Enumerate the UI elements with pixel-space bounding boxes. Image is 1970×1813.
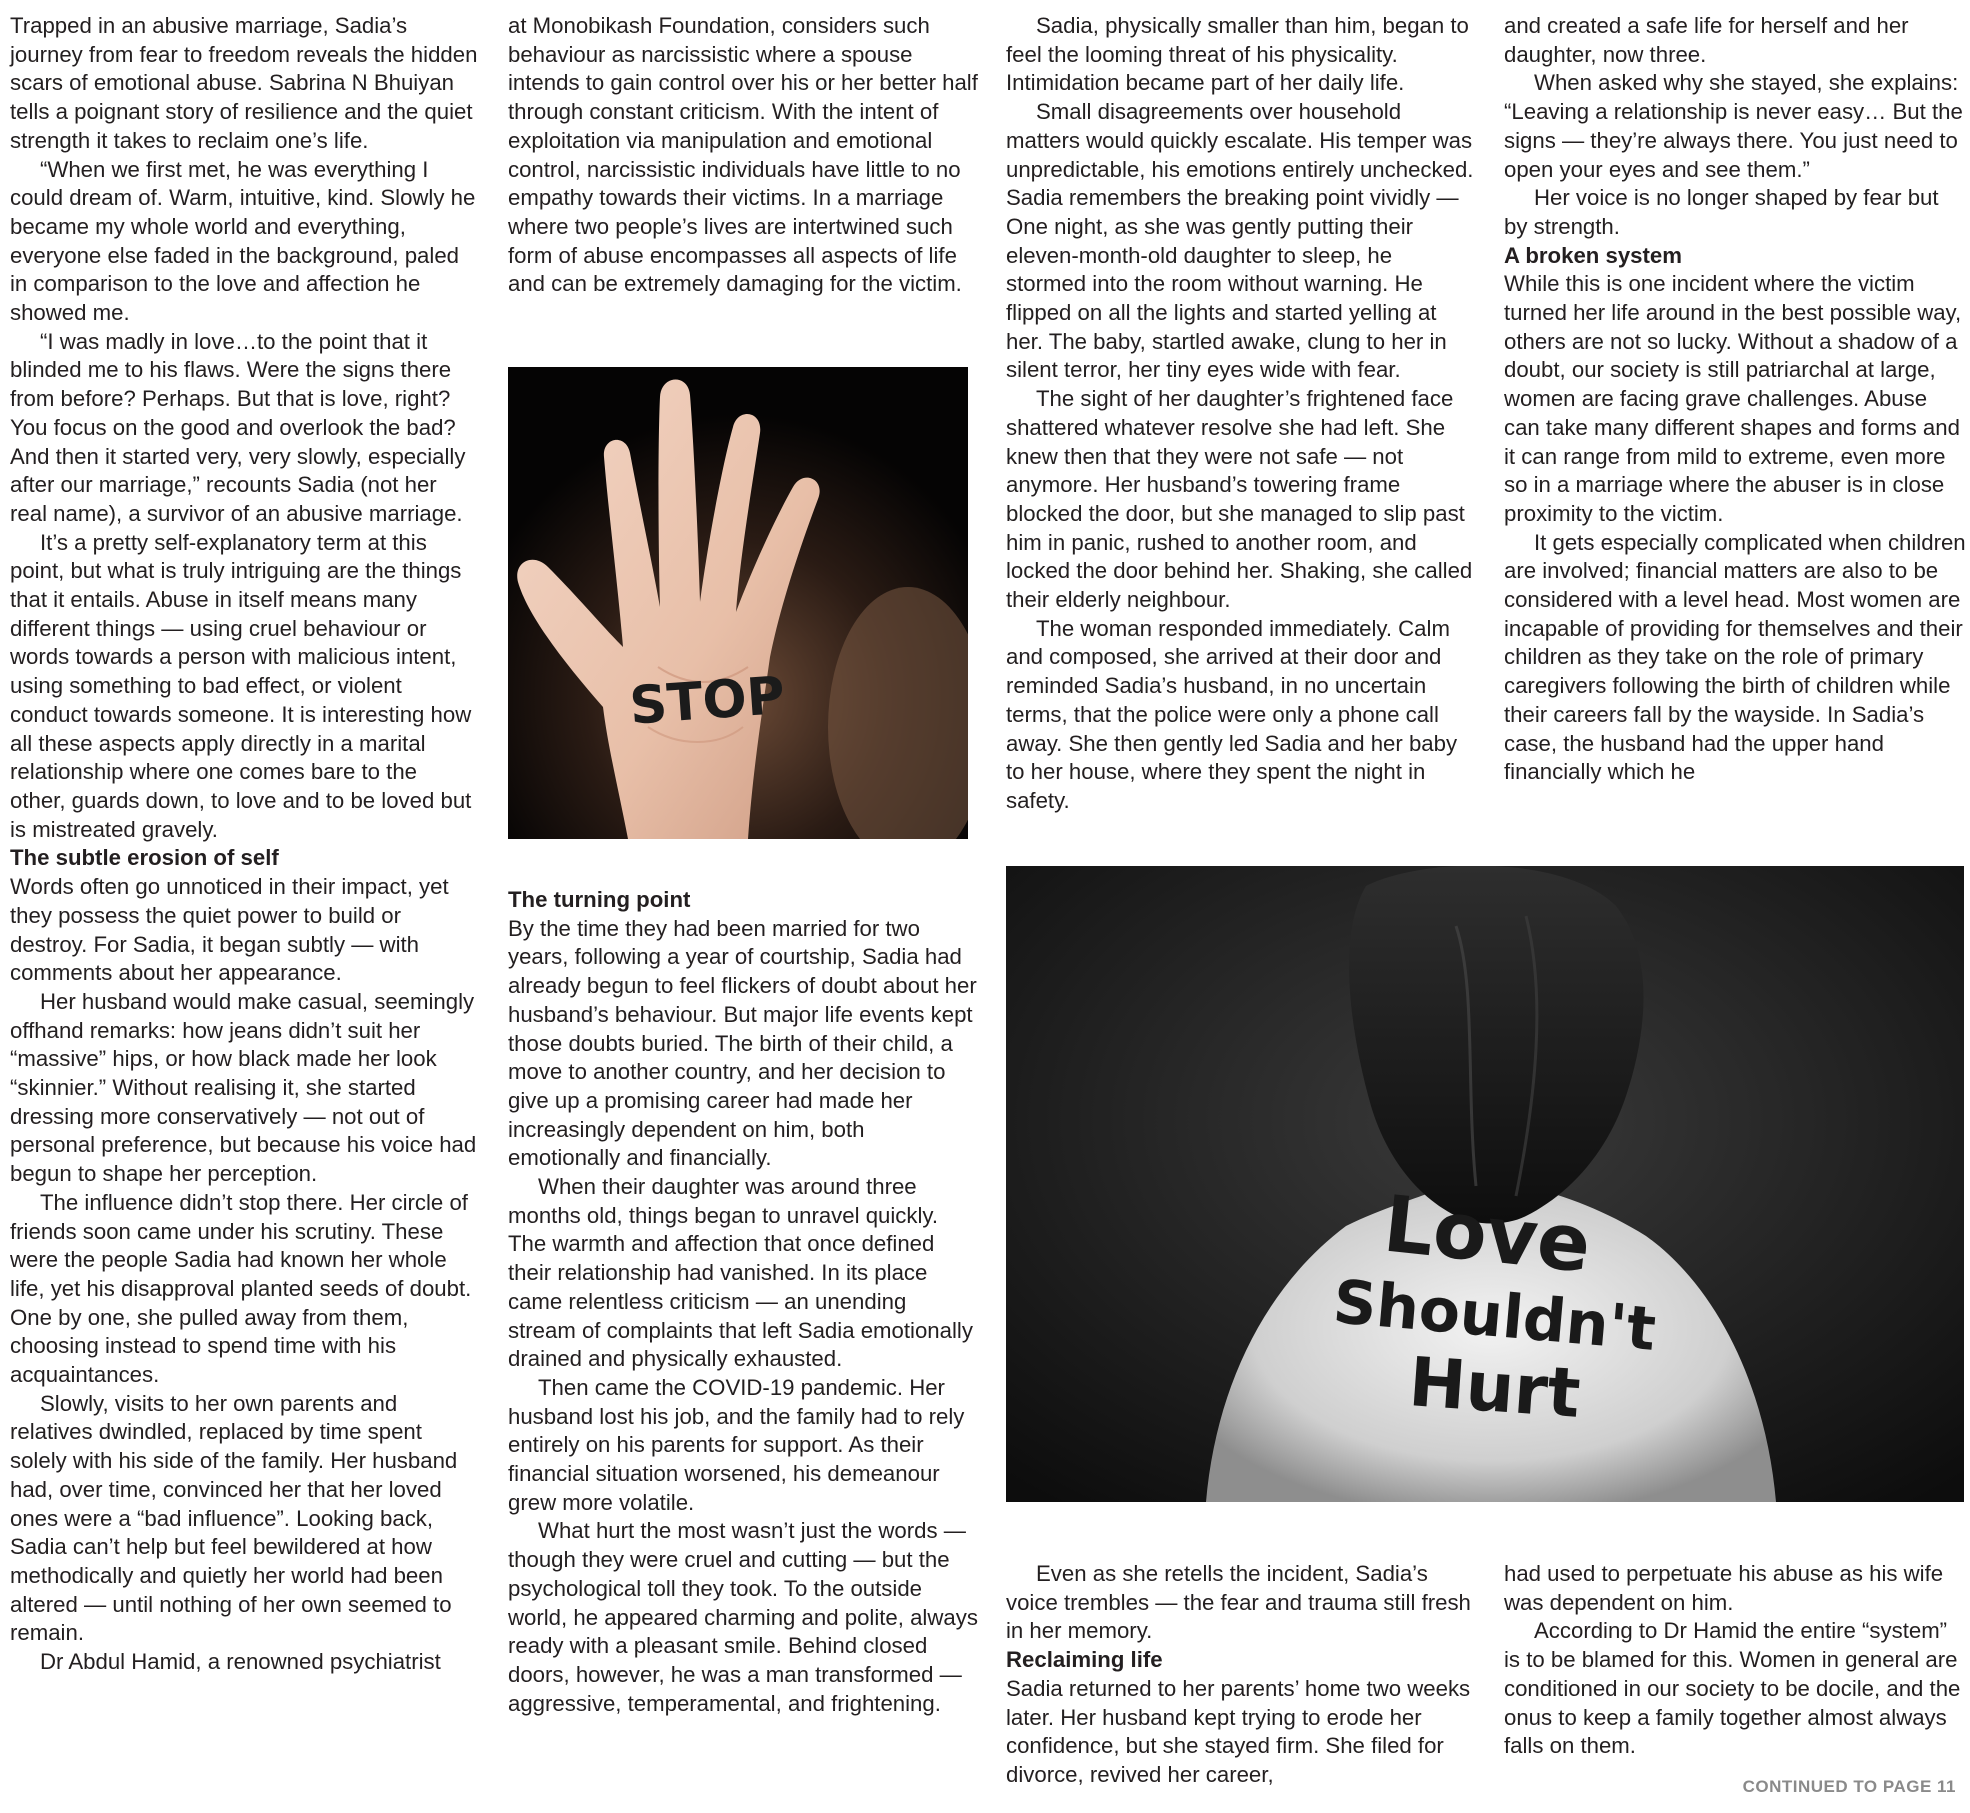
body-paragraph: Small disagreements over household matters would quickly escalate. His temper was unpredictable, his emotions entirely unchecked. Sadia remembers the breaking point vividly — One night, as she was gently putting their eleven-month-old daughter to sleep, he stormed into the room without warning. He flipped on all the lights and started yelling at her. The baby, startled awake, clung to her in silent terror, her tiny eyes wide with fear. (1006, 99, 1474, 383)
body-paragraph: What hurt the most wasn’t just the words — though they were cruel and cutting — but the psychological toll they took. To the outside world, he appeared charming and polite, always ready with a pleasant smile. Behind closed doors, however, he was a man transformed — aggressive, temperamental, and frightening. (508, 1518, 978, 1716)
body-paragraph: It’s a pretty self-explanatory term at this point, but what is truly intriguing are the things that it entails. Abuse in itself means many different things — using cruel behaviour or words towards a person with malicious intent, using something to bad effect, or violent conduct towards someone. It is interesting how all these aspects apply directly in a marital relationship where one comes bare to the other, guards down, to love and to be loved but is mistreated gravely. (10, 529, 472, 842)
love-shouldnt-hurt-photo (1006, 866, 1964, 1502)
body-paragraph: Even as she retells the incident, Sadia’s voice trembles — the fear and trauma still fresh in her memory. (1006, 1561, 1471, 1644)
woman-back-illustration (1006, 866, 1964, 1502)
body-paragraph: It gets especially complicated when children are involved; financial matters are also to be considered with a level head. Most women are incapable of providing for themselves and their children as they take on the role of primary caregivers following the birth of children while their careers fall by the wayside. In Sadia’s case, the husband had the upper hand financially which he (1504, 529, 1966, 785)
body-paragraph: The sight of her daughter’s frightened face shattered whatever resolve she had left. She knew then that they were not safe — not anymore. Her husband’s towering frame blocked the door, but she managed to slip past him in panic, rushed to another room, and locked the door behind her. Shaking, she called their elderly neighbour. (1006, 386, 1473, 613)
body-paragraph: When their daughter was around three months old, things began to unravel quickly. The warmth and affection that once defined their relationship had vanished. In its place came relentless criticism — an unending stream of complaints that left Sadia emotionally drained and physically exhausted. (508, 1174, 973, 1372)
body-paragraph: Trapped in an abusive marriage, Sadia’s journey from fear to freedom reveals the hidden scars of emotional abuse. Sabrina N Bhuiyan tells a poignant story of resilience and the quiet strength it takes to reclaim one’s life. (10, 13, 478, 153)
article-column-2-top (508, 12, 978, 299)
section-heading: A broken system (1504, 242, 1682, 268)
article-column-4-top (1504, 12, 1966, 787)
continued-notice: CONTINUED TO PAGE 11 (1742, 1777, 1956, 1796)
body-paragraph: The woman responded immediately. Calm and composed, she arrived at their door and reminded Sadia’s husband, in no uncertain terms, that the police were only a phone call away. She then gently led Sadia and her baby to her house, where they spent the night in safety. (1006, 615, 1458, 813)
section-heading: The subtle erosion of self (10, 845, 279, 871)
stop-hand-photo (508, 367, 968, 839)
body-paragraph: and created a safe life for herself and her daughter, now three. (1504, 13, 1909, 67)
article-column-2-bottom (508, 886, 978, 1718)
body-paragraph: Words often go unnoticed in their impact, yet they possess the quiet power to build or destroy. For Sadia, it began subtly — with comments about her appearance. (10, 874, 449, 986)
love-text-line2: Shouldn't (1330, 1267, 1659, 1365)
stop-hand-illustration (508, 367, 968, 839)
stop-hand-text: STOP (627, 665, 787, 737)
body-paragraph: When asked why she stayed, she explains: “Leaving a relationship is never easy… But the signs — they’re always there. You just need to open your eyes and see them.” (1504, 70, 1963, 182)
body-paragraph: “I was madly in love…to the point that it blinded me to his flaws. Were the signs there from before? Perhaps. But that is love, right? You focus on the good and overlook the bad? And then it started very, very slowly, especially after our marriage,” recounts Sadia (not her real name), a survivor of an abusive marriage. (10, 328, 466, 526)
body-paragraph: Dr Abdul Hamid, a renowned psychiatrist (40, 1649, 441, 1675)
article-column-3-bottom (1006, 1560, 1476, 1790)
body-paragraph: “When we first met, he was everything I could dream of. Warm, intuitive, kind. Slowly he became my whole world and everything, everyone else faded in the background, paled in comparison to the love and affection he showed me. (10, 156, 476, 326)
section-heading: The turning point (508, 887, 691, 912)
body-paragraph: Her husband would make casual, seemingly offhand remarks: how jeans didn’t suit her “massive” hips, or how black made her look “skinnier.” Without realising it, she started dressing more conservatively — not out of personal preference, but because his voice had begun to shape her perception. (10, 988, 477, 1187)
body-paragraph: According to Dr Hamid the entire “system” is to be blamed for this. Women in general are conditioned in our society to be docile, and the onus to keep a family together almost always falls on them. (1504, 1618, 1961, 1759)
article-column-3-top (1006, 12, 1476, 816)
body-paragraph: Her voice is no longer shaped by fear but by strength. (1504, 185, 1939, 239)
body-paragraph: While this is one incident where the victim turned her life around in the best possible way, others are not so lucky. Without a shadow of a doubt, our society is still patriarchal at large, women are facing grave challenges. Abuse can take many different shapes and forms and it can range from mild to extreme, even more so in a marriage where the abuser is in close proximity to the victim. (1504, 271, 1962, 526)
body-paragraph: Then came the COVID-19 pandemic. Her husband lost his job, and the family had to rely entirely on his parents for support. As their financial situation worsened, his demeanour grew more volatile. (508, 1374, 965, 1515)
body-paragraph: Slowly, visits to her own parents and relatives dwindled, replaced by time spent solely with his side of the family. Her husband had, over time, convinced her that her loved ones were a “bad influence”. Looking back, Sadia can’t help but feel bewildered at how methodically and quietly her world had been altered — until nothing of her own seemed to remain. (10, 1390, 458, 1646)
body-paragraph: Sadia, physically smaller than him, began to feel the looming threat of his physicality. Intimidation became part of her daily life. (1006, 13, 1469, 96)
body-paragraph: The influence didn’t stop there. Her circle of friends soon came under his scrutiny. These were the people Sadia had known her whole life, yet his disapproval planted seeds of doubt. One by one, she pulled away from them, choosing instead to spend time with his acquaintances. (10, 1189, 472, 1388)
article-column-1 (10, 12, 478, 1677)
love-text-line1: Love (1379, 1179, 1595, 1291)
love-text-line3: Hurt (1406, 1343, 1583, 1434)
body-paragraph: had used to perpetuate his abuse as his wife was dependent on him. (1504, 1561, 1944, 1615)
body-paragraph: Sadia returned to her parents’ home two weeks later. Her husband kept trying to erode her confidence, but she stayed firm. She filed for divorce, revived her career, (1006, 1675, 1471, 1787)
body-paragraph: By the time they had been married for two years, following a year of courtship, Sadia had already begun to feel flickers of doubt about her husband’s behaviour. But major life events kept those doubts buried. The birth of their child, a move to another country, and her decision to give up a promising career had made her increasingly dependent on him, both emotionally and financially. (508, 915, 977, 1171)
body-paragraph: at Monobikash Foundation, considers such behaviour as narcissistic where a spouse intends to gain control over his or her better half through constant criticism. With the intent of exploitation via manipulation and emotional control, narcissistic individuals have little to no empathy towards their victims. In a marriage where two people’s lives are intertwined such form of abuse encompasses all aspects of life and can be extremely damaging for the victim. (508, 13, 978, 297)
article-column-4-bottom (1504, 1560, 1966, 1761)
section-heading: Reclaiming life (1006, 1647, 1163, 1673)
